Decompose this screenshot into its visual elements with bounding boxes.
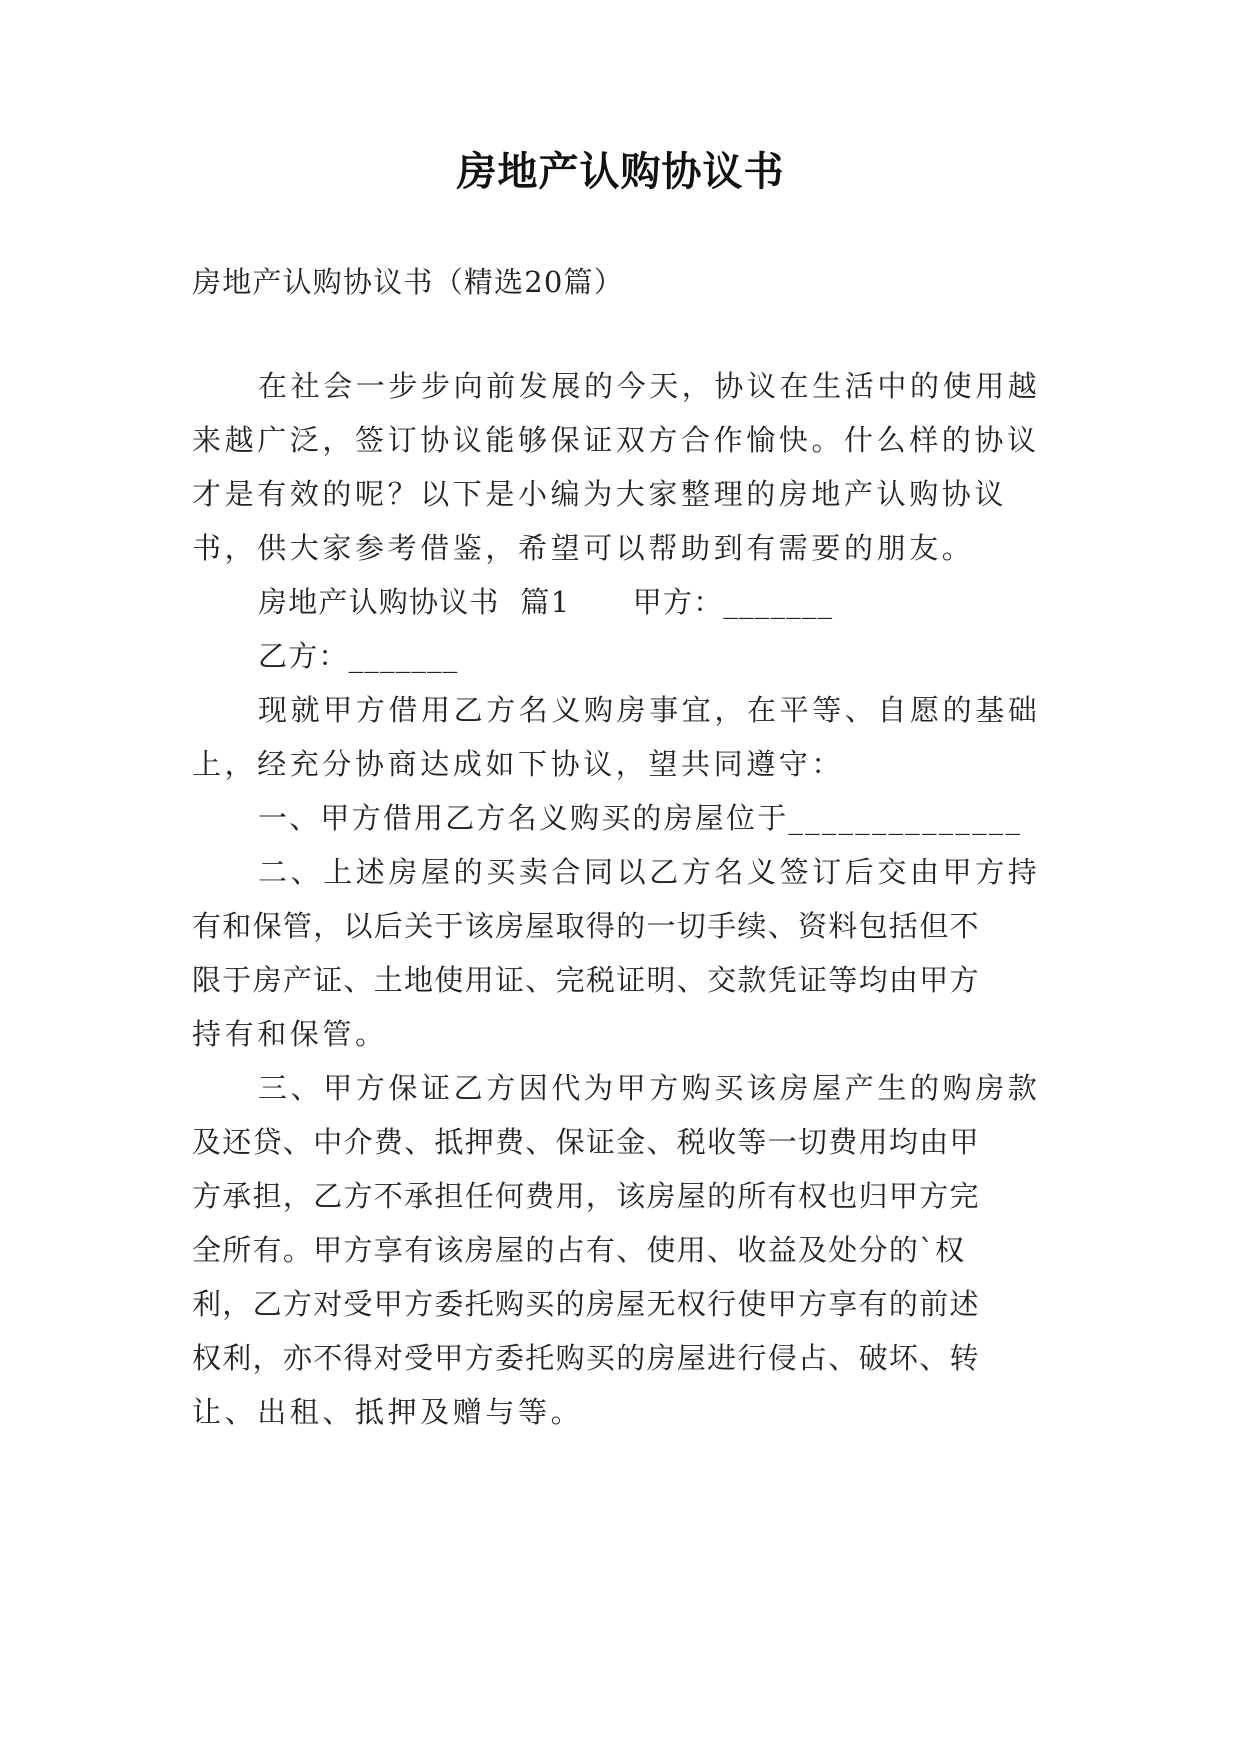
paragraph-line: 在社会一步步向前发展的今天，协议在生活中的使用越 (258, 369, 1041, 403)
article-heading-line: 房地产认购协议书 篇1 甲方：_______ (258, 585, 834, 619)
paragraph-line: 现就甲方借用乙方名义购房事宜，在平等、自愿的基础 (258, 693, 1041, 727)
clause-line: 及还贷、中介费、抵押费、保证金、税收等一切费用均由甲 (192, 1125, 980, 1159)
paragraph-line: 才是有效的呢？以下是小编为大家整理的房地产认购协议 (192, 477, 1008, 511)
document-title: 房地产认购协议书 (456, 148, 785, 195)
clause-line: 限于房产证、土地使用证、完税证明、交款凭证等均由甲方 (192, 963, 980, 997)
clause-line: 让、出租、抵押及赠与等。 (192, 1395, 584, 1429)
clause-line: 持有和保管。 (192, 1017, 388, 1051)
clause-line: 三、甲方保证乙方因代为甲方购买该房屋产生的购房款 (258, 1071, 1041, 1105)
clause-line: 权利，亦不得对受甲方委托购买的房屋进行侵占、破坏、转 (192, 1341, 980, 1375)
clause-line: 全所有。甲方享有该房屋的占有、使用、收益及处分的`权 (192, 1233, 966, 1267)
clause-line: 利，乙方对受甲方委托购买的房屋无权行使甲方享有的前述 (192, 1287, 980, 1321)
clause-line: 有和保管，以后关于该房屋取得的一切手续、资料包括但不 (192, 909, 980, 943)
clause-line: 二、上述房屋的买卖合同以乙方名义签订后交由甲方持 (258, 855, 1041, 889)
paragraph-line: 上，经充分协商达成如下协议，望共同遵守： (192, 747, 845, 781)
party-b-line: 乙方：_______ (258, 639, 459, 673)
clause-line: 方承担，乙方不承担任何费用，该房屋的所有权也归甲方完 (192, 1179, 980, 1213)
document-subtitle: 房地产认购协议书（精选20篇） (192, 265, 624, 299)
clause-line: 一、甲方借用乙方名义购买的房屋位于______________ (258, 801, 1023, 835)
paragraph-line: 书，供大家参考借鉴，希望可以帮助到有需要的朋友。 (192, 531, 975, 565)
paragraph-line: 来越广泛，签订协议能够保证双方合作愉快。什么样的协议 (192, 423, 1040, 457)
